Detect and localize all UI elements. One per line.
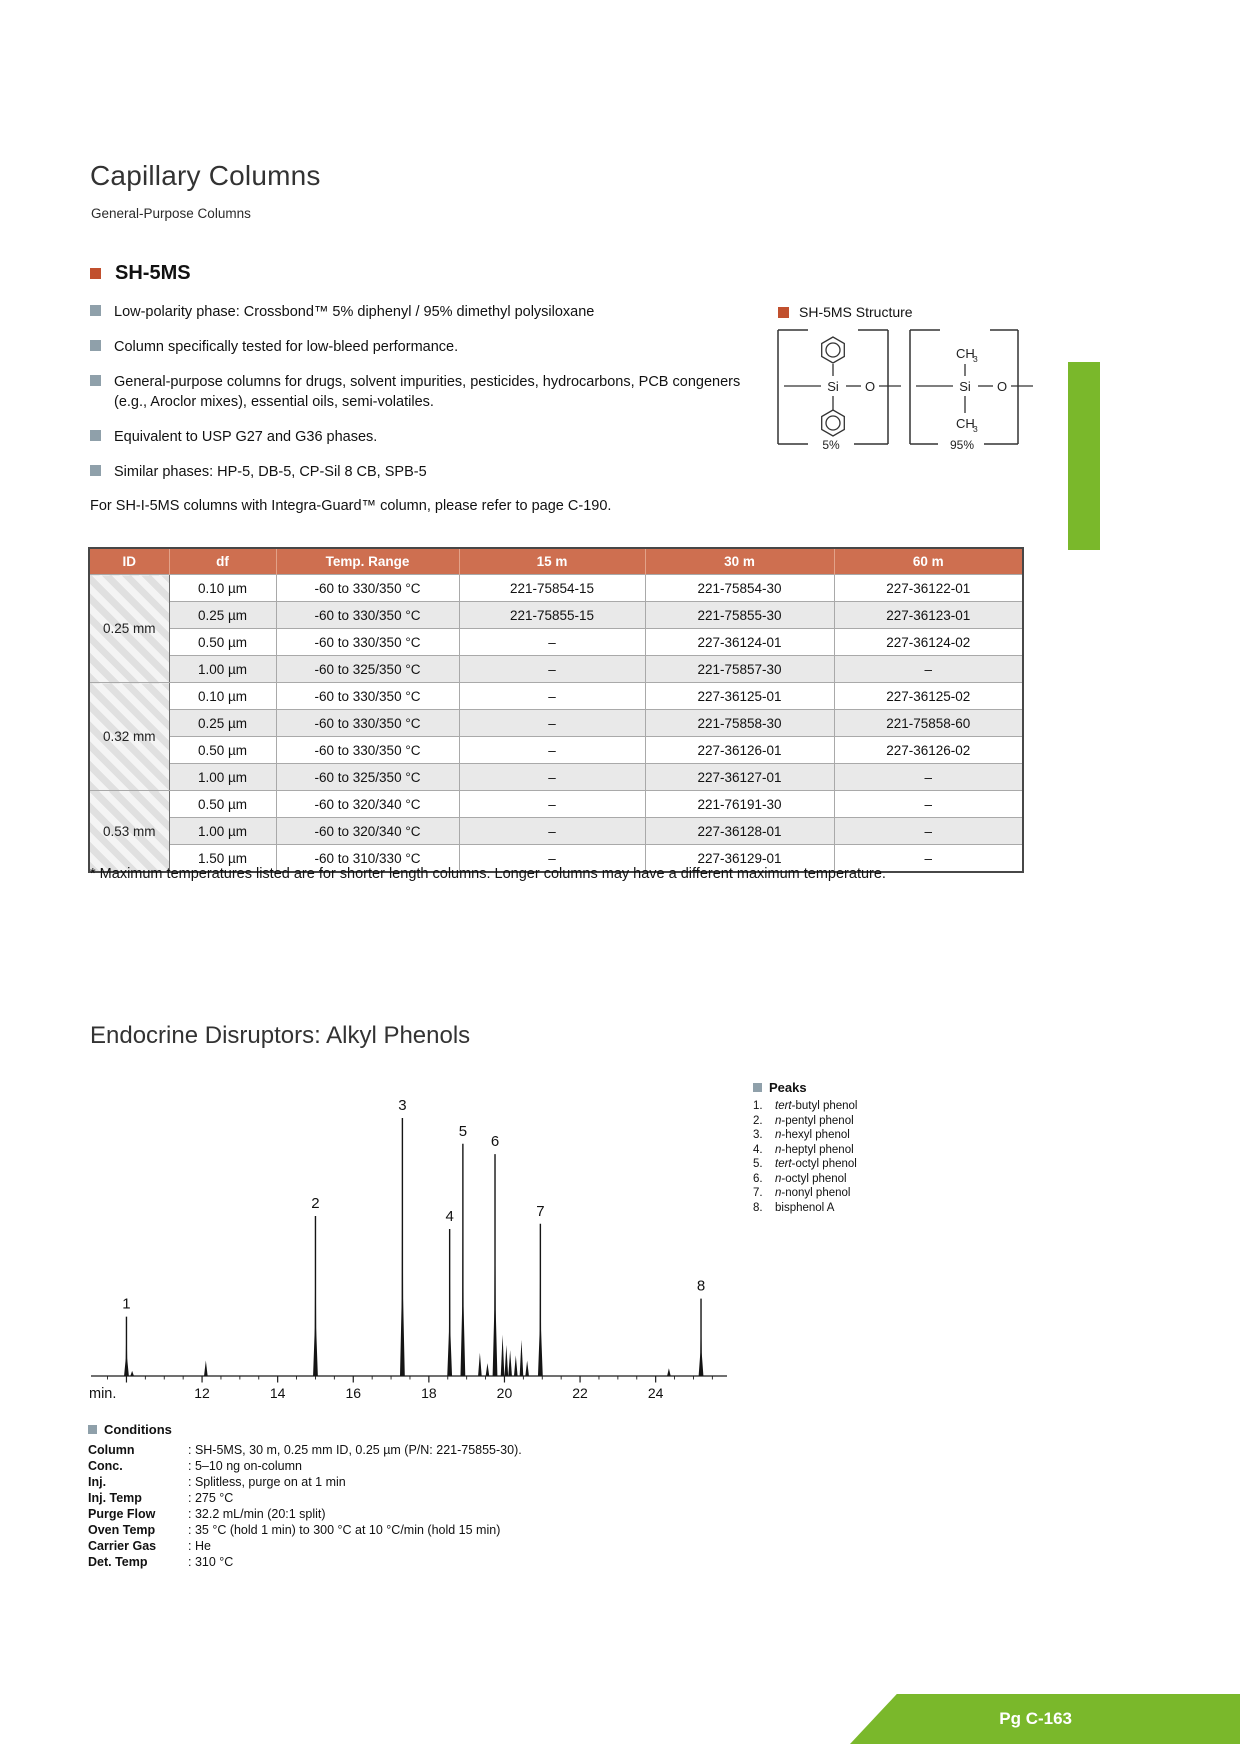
- legend-item: [753, 1143, 963, 1158]
- table-row: [89, 764, 1023, 791]
- section-title: SH-5MS: [115, 262, 191, 284]
- table-cell: –: [459, 818, 645, 845]
- left-percent-label: 5%: [822, 438, 840, 452]
- table-cell: 1.00 µm: [169, 764, 276, 791]
- id-group-cell: 0.25 mm: [89, 575, 169, 683]
- legend-item-text: bisphenol A: [775, 1201, 835, 1214]
- ch3-bottom-label: CH: [956, 416, 975, 431]
- legend-item: [753, 1172, 963, 1187]
- table-cell: 221-75858-60: [834, 710, 1023, 737]
- table-cell: 1.50 µm: [169, 845, 276, 873]
- table-cell: –: [459, 737, 645, 764]
- legend-item-text: 2.: [753, 1114, 763, 1127]
- peaks-legend-title: Peaks: [769, 1080, 807, 1095]
- parts-table-wrap: [88, 547, 1024, 873]
- legend-item: [753, 1114, 963, 1129]
- table-cell: 227-36129-01: [645, 845, 834, 873]
- bullet-square-icon: [90, 305, 101, 316]
- condition-label: Oven Temp: [88, 1523, 156, 1537]
- peak-number-label: 6: [490, 1133, 500, 1151]
- table-cell: 227-36128-01: [645, 818, 834, 845]
- legend-item: [753, 1157, 963, 1172]
- table-cell: 1.00 µm: [169, 656, 276, 683]
- condition-value: : He: [188, 1539, 211, 1553]
- condition-row: [88, 1522, 708, 1538]
- legend-bullet-icon: [753, 1083, 762, 1092]
- table-row: [89, 737, 1023, 764]
- table-cell: 221-75855-30: [645, 602, 834, 629]
- table-cell: -60 to 330/350 °C: [276, 710, 459, 737]
- si-atom-label: Si: [827, 379, 839, 394]
- table-row: [89, 683, 1023, 710]
- table-cell: –: [459, 845, 645, 873]
- condition-value: : 310 °C: [188, 1555, 234, 1569]
- peak-number-label: 3: [398, 1097, 407, 1114]
- table-cell: 227-36123-01: [834, 602, 1023, 629]
- table-cell: –: [459, 764, 645, 791]
- table-cell: –: [834, 791, 1023, 818]
- condition-value: : 5–10 ng on-column: [188, 1459, 302, 1473]
- legend-item-text: 1.: [753, 1100, 763, 1112]
- legend-item: [753, 1186, 963, 1201]
- page-title: Capillary Columns: [90, 160, 321, 191]
- conditions-header: [88, 1422, 708, 1437]
- si-atom-label: Si: [959, 379, 971, 394]
- table-cell: –: [834, 764, 1023, 791]
- legend-item-text: n: [775, 1143, 782, 1156]
- x-tick-label: 22: [572, 1385, 588, 1401]
- table-cell: 227-36125-01: [645, 683, 834, 710]
- bullet-item: [90, 302, 770, 322]
- bullet-text: General-purpose columns for drugs, solvent impurities, pesticides, hydrocarbons, PCB congeners (e.g., Aroclor mixes), essential oils, semi-volatiles.: [114, 374, 741, 410]
- table-cell: 227-36127-01: [645, 764, 834, 791]
- condition-value: : SH-5MS, 30 m, 0.25 mm ID, 0.25 µm (P/N: 221-75855-30).: [188, 1443, 522, 1457]
- table-cell: 0.50 µm: [169, 791, 276, 818]
- table-cell: -60 to 330/350 °C: [276, 683, 459, 710]
- bullet-square-icon: [90, 340, 101, 351]
- legend-item: [753, 1201, 963, 1216]
- legend-item-text: n: [775, 1114, 782, 1127]
- feature-bullet-list: [90, 302, 770, 497]
- table-cell: –: [834, 656, 1023, 683]
- table-cell: -60 to 320/340 °C: [276, 818, 459, 845]
- table-cell: 227-36126-01: [645, 737, 834, 764]
- table-cell: –: [834, 845, 1023, 873]
- id-group-cell: 0.32 mm: [89, 683, 169, 791]
- column-header: df: [169, 548, 276, 575]
- table-cell: 221-75855-15: [459, 602, 645, 629]
- table-cell: 227-36124-01: [645, 629, 834, 656]
- condition-label: Carrier Gas: [88, 1539, 157, 1553]
- table-cell: –: [459, 683, 645, 710]
- peak-number-label: 8: [696, 1277, 706, 1295]
- condition-row: [88, 1554, 708, 1570]
- table-row: [89, 791, 1023, 818]
- chromatogram-plot: [85, 1068, 745, 1418]
- condition-value: : 275 °C: [188, 1491, 234, 1505]
- condition-label: Column: [88, 1443, 135, 1457]
- bullet-item: [90, 427, 770, 447]
- bullet-item: [90, 462, 770, 482]
- condition-row: [88, 1490, 708, 1506]
- table-cell: -60 to 330/350 °C: [276, 737, 459, 764]
- condition-value: : Splitless, purge on at 1 min: [188, 1475, 346, 1489]
- table-cell: 227-36126-02: [834, 737, 1023, 764]
- table-row: [89, 629, 1023, 656]
- table-row: [89, 656, 1023, 683]
- section-header: [90, 262, 191, 285]
- condition-row: [88, 1506, 708, 1522]
- id-group-cell: 0.53 mm: [89, 791, 169, 873]
- table-header-row: [89, 548, 1023, 575]
- structure-title: SH-5MS Structure: [799, 304, 913, 320]
- table-cell: 221-75857-30: [645, 656, 834, 683]
- condition-value: : 35 °C (hold 1 min) to 300 °C at 10 °C/min (hold 15 min): [188, 1523, 501, 1537]
- x-tick-label: 18: [421, 1385, 437, 1401]
- peaks-legend: [753, 1080, 963, 1215]
- conditions-title: Conditions: [104, 1422, 172, 1437]
- column-header: Temp. Range: [276, 548, 459, 575]
- table-row: [89, 710, 1023, 737]
- bullet-item: [90, 337, 770, 357]
- table-cell: 227-36125-02: [834, 683, 1023, 710]
- x-tick-label: 14: [269, 1385, 286, 1401]
- legend-item-text: -octyl phenol: [781, 1172, 847, 1185]
- x-tick-label: 24: [647, 1385, 664, 1401]
- table-cell: -60 to 330/350 °C: [276, 629, 459, 656]
- bullet-text: Equivalent to USP G27 and G36 phases.: [114, 429, 378, 445]
- right-percent-label: 95%: [949, 438, 975, 452]
- section-color-tab: [1068, 362, 1100, 550]
- table-cell: 0.25 µm: [169, 602, 276, 629]
- peak-number-label: 1: [122, 1295, 131, 1313]
- section-bullet-icon: [90, 268, 101, 279]
- peak-number-label: 7: [536, 1202, 545, 1220]
- legend-item-text: 3.: [753, 1129, 763, 1141]
- parts-table: [88, 547, 1024, 873]
- ch3-bottom-subscript: 3: [973, 424, 978, 434]
- table-cell: -60 to 325/350 °C: [276, 656, 459, 683]
- bullet-text: Column specifically tested for low-bleed performance.: [114, 339, 459, 355]
- condition-label: Purge Flow: [88, 1507, 156, 1521]
- condition-row: [88, 1458, 708, 1474]
- table-cell: –: [459, 656, 645, 683]
- x-axis-label: min.: [89, 1386, 117, 1402]
- column-header: ID: [89, 548, 169, 575]
- table-cell: –: [459, 710, 645, 737]
- peak-number-label: 4: [445, 1207, 454, 1225]
- table-row: [89, 602, 1023, 629]
- table-cell: 0.50 µm: [169, 629, 276, 656]
- ch3-top-subscript: 3: [973, 354, 978, 364]
- table-cell: 221-76191-30: [645, 791, 834, 818]
- table-cell: 227-36122-01: [834, 575, 1023, 602]
- x-tick-label: 12: [194, 1385, 210, 1401]
- condition-label: Inj.: [88, 1475, 107, 1489]
- table-cell: -60 to 325/350 °C: [276, 764, 459, 791]
- bullet-item: [90, 372, 770, 412]
- column-header: 60 m: [834, 548, 1023, 575]
- condition-row: [88, 1442, 708, 1458]
- table-cell: –: [459, 629, 645, 656]
- page-subtitle: General-Purpose Columns: [91, 206, 251, 221]
- legend-item-text: -heptyl phenol: [781, 1143, 854, 1156]
- bullet-text: Low-polarity phase: Crossbond™ 5% diphenyl / 95% dimethyl polysiloxane: [114, 304, 595, 320]
- table-cell: –: [834, 818, 1023, 845]
- table-cell: -60 to 330/350 °C: [276, 575, 459, 602]
- peaks-legend-header: [753, 1080, 963, 1095]
- legend-item-text: -octyl phenol: [791, 1158, 857, 1170]
- ch3-top-label: CH: [956, 346, 975, 361]
- chromatogram-title: Endocrine Disruptors: Alkyl Phenols: [90, 1022, 471, 1049]
- table-cell: 221-75854-30: [645, 575, 834, 602]
- legend-item-text: n: [775, 1172, 782, 1185]
- legend-item-text: n: [775, 1129, 782, 1141]
- legend-item-text: 8.: [753, 1201, 763, 1214]
- table-cell: 221-75858-30: [645, 710, 834, 737]
- table-cell: 0.10 µm: [169, 575, 276, 602]
- table-cell: -60 to 310/330 °C: [276, 845, 459, 873]
- legend-item-text: tert: [775, 1100, 792, 1112]
- legend-item: [753, 1128, 963, 1143]
- structure-header: [778, 304, 913, 320]
- legend-item-text: -butyl phenol: [791, 1100, 858, 1112]
- condition-label: Conc.: [88, 1459, 123, 1473]
- table-cell: -60 to 320/340 °C: [276, 791, 459, 818]
- page-number: Pg C-163: [999, 1709, 1072, 1728]
- legend-item-text: -pentyl phenol: [781, 1114, 854, 1127]
- o-atom-label: O: [864, 379, 876, 394]
- column-header: 30 m: [645, 548, 834, 575]
- legend-item-text: 5.: [753, 1158, 763, 1170]
- legend-item-text: 4.: [753, 1143, 763, 1156]
- bullet-square-icon: [90, 430, 101, 441]
- table-cell: –: [459, 791, 645, 818]
- peak-number-label: 5: [458, 1122, 468, 1140]
- table-cell: 0.10 µm: [169, 683, 276, 710]
- x-tick-label: 16: [345, 1385, 362, 1401]
- conditions-bullet-icon: [88, 1425, 97, 1434]
- chemical-structure-diagram: [770, 328, 1050, 460]
- condition-value: : 32.2 mL/min (20:1 split): [188, 1507, 326, 1521]
- legend-item-text: n: [775, 1187, 782, 1199]
- legend-item-text: -nonyl phenol: [781, 1187, 851, 1199]
- bullet-text: Similar phases: HP-5, DB-5, CP-Sil 8 CB, SPB-5: [114, 464, 427, 480]
- table-row: [89, 818, 1023, 845]
- legend-item: [753, 1099, 963, 1114]
- legend-item-text: -hexyl phenol: [781, 1129, 850, 1141]
- structure-bullet-icon: [778, 307, 789, 318]
- legend-item-text: tert: [775, 1158, 792, 1170]
- condition-label: Det. Temp: [88, 1555, 148, 1569]
- bullet-square-icon: [90, 375, 101, 386]
- bullet-square-icon: [90, 465, 101, 476]
- table-cell: -60 to 330/350 °C: [276, 602, 459, 629]
- legend-item-text: 7.: [753, 1187, 763, 1199]
- table-cell: 0.50 µm: [169, 737, 276, 764]
- table-cell: 1.00 µm: [169, 818, 276, 845]
- conditions-block: [88, 1422, 708, 1570]
- table-cell: 0.25 µm: [169, 710, 276, 737]
- integra-guard-note: For SH-I-5MS columns with Integra-Guard™ column, please refer to page C-190.: [90, 498, 612, 514]
- peak-number-label: 2: [311, 1195, 320, 1213]
- o-atom-label: O: [996, 379, 1008, 394]
- x-tick-label: 20: [496, 1385, 513, 1401]
- legend-item-text: 6.: [753, 1172, 763, 1185]
- table-row: [89, 575, 1023, 602]
- table-cell: 221-75854-15: [459, 575, 645, 602]
- column-header: 15 m: [459, 548, 645, 575]
- condition-label: Inj. Temp: [88, 1491, 142, 1505]
- table-cell: 227-36124-02: [834, 629, 1023, 656]
- condition-row: [88, 1538, 708, 1554]
- condition-row: [88, 1474, 708, 1490]
- table-footnote: * Maximum temperatures listed are for shorter length columns. Longer columns may have a different maximum temperature.: [90, 866, 886, 882]
